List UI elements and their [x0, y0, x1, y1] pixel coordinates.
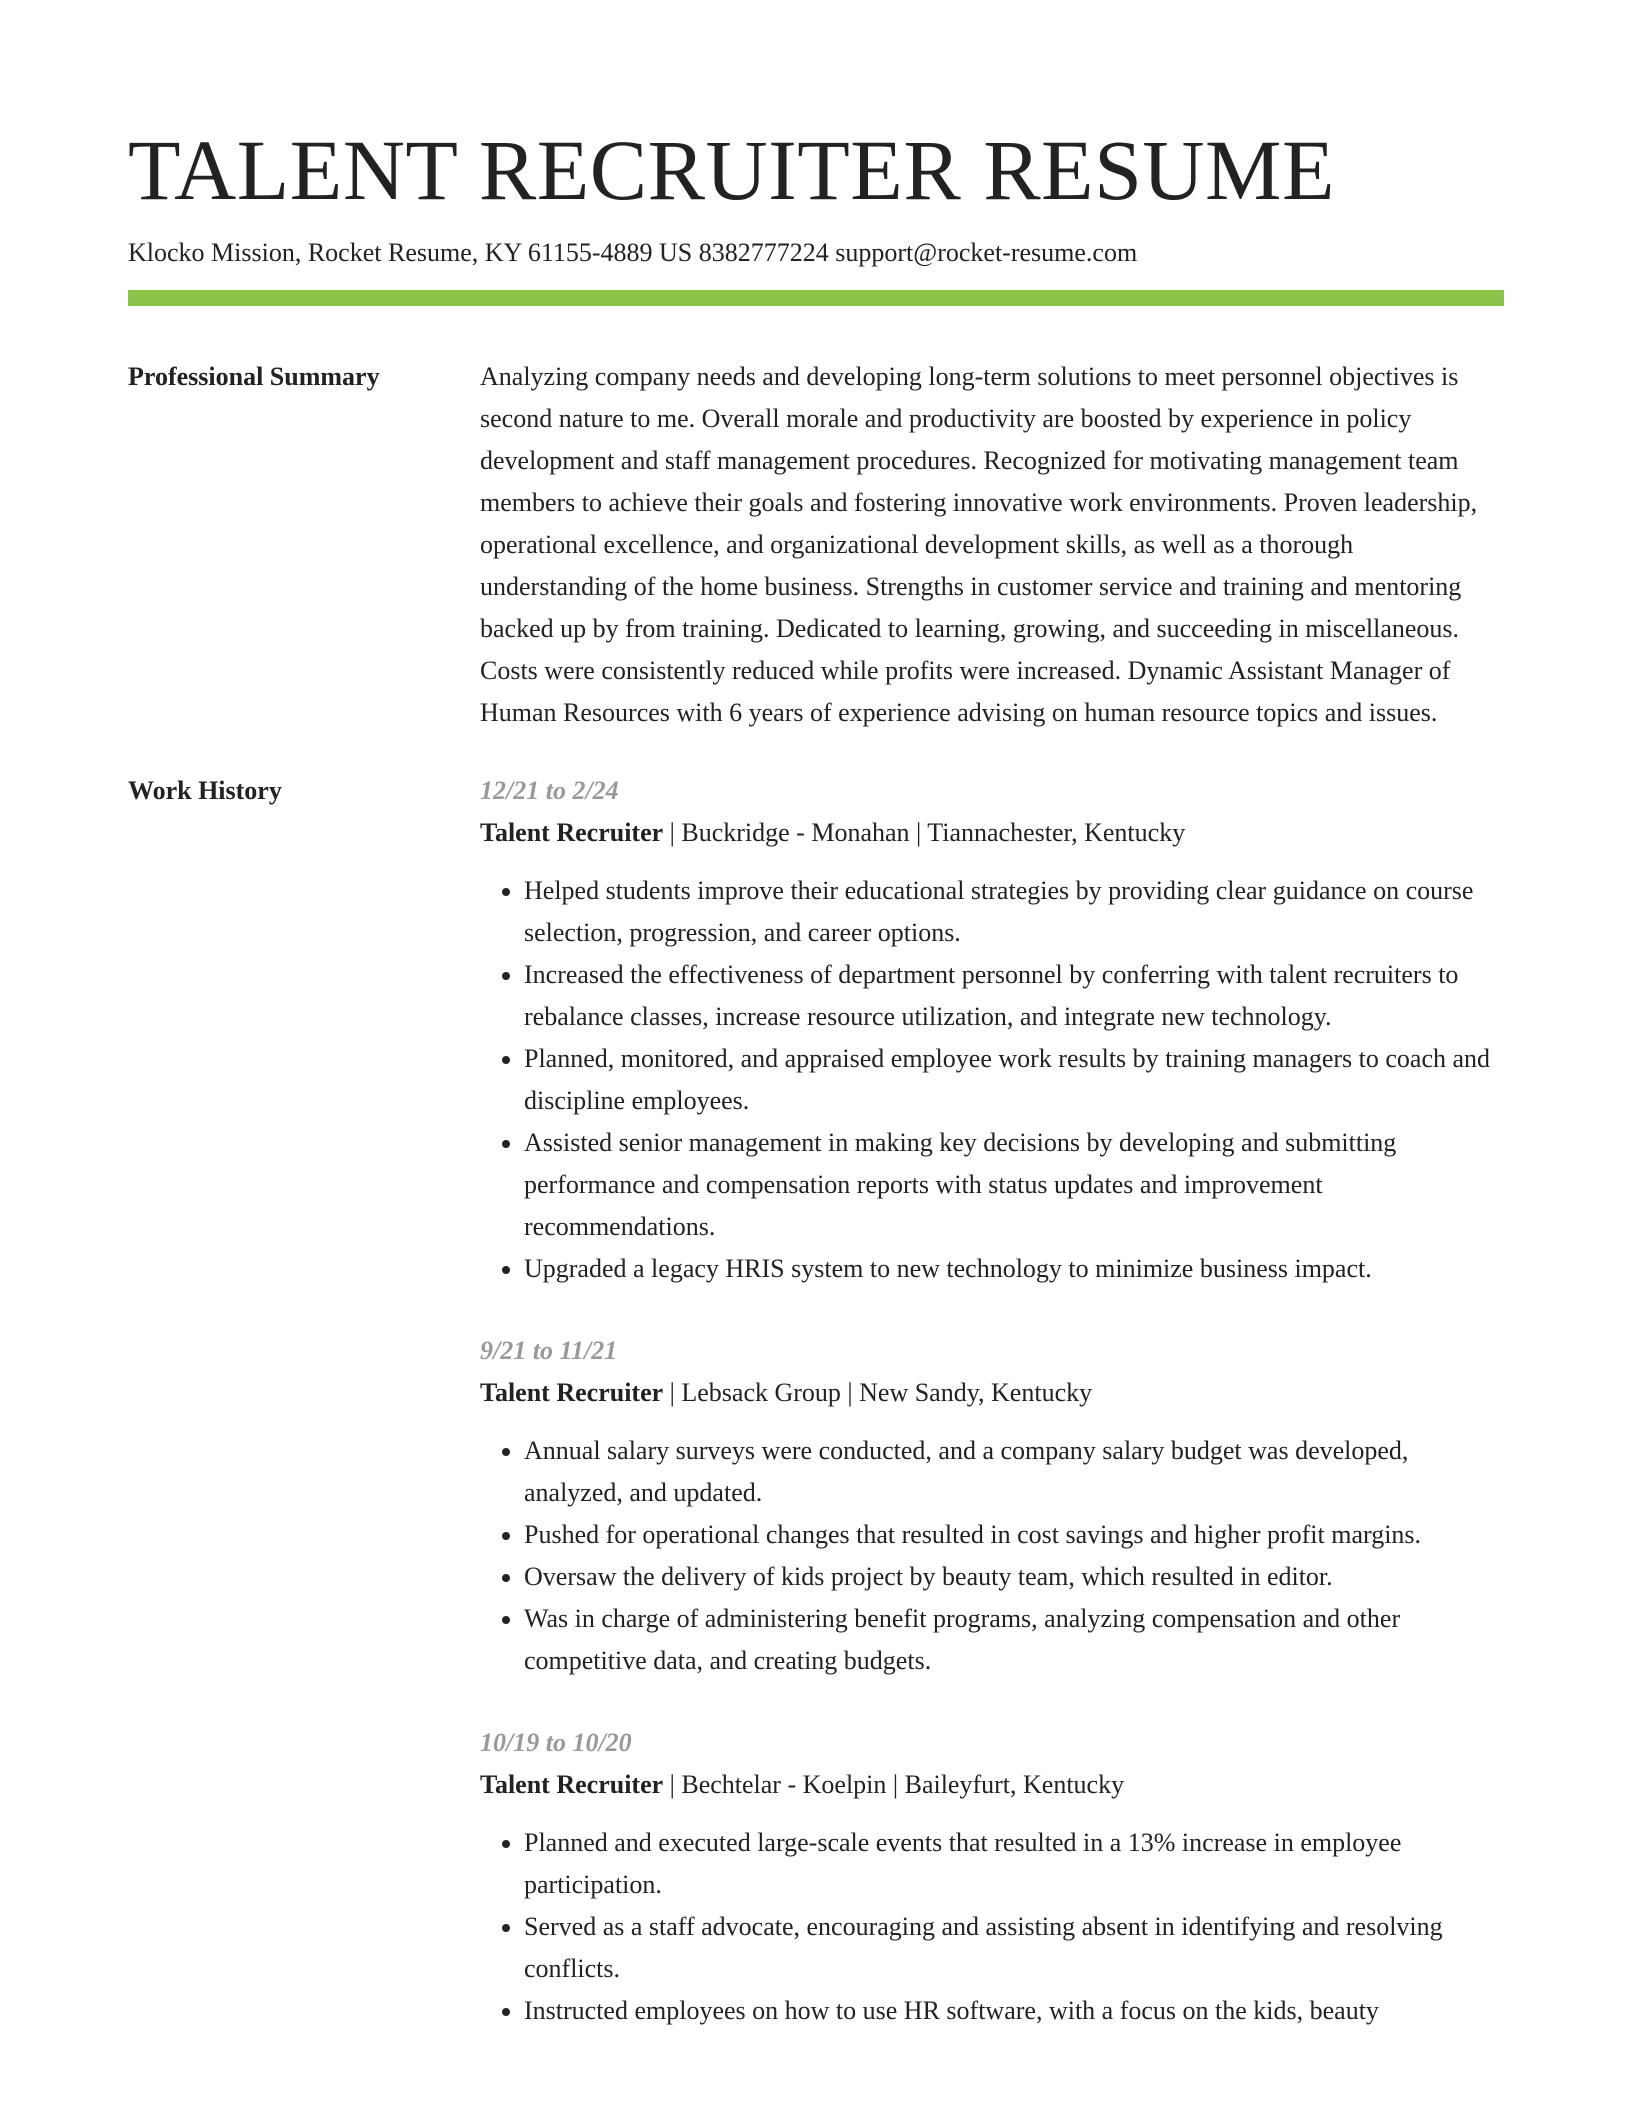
job-bullet: • Upgraded a legacy HRIS system to new technology to minimize business impact.: [524, 1248, 1504, 1290]
job-bullets: [480, 870, 1504, 1290]
job-company-location: | Buckridge - Monahan | Tiannachester, Kentucky: [663, 818, 1186, 847]
job-bullets: [480, 1430, 1504, 1682]
job-bullets: [480, 1822, 1504, 2032]
job-dates: 10/19 to 10/20: [480, 1728, 632, 1757]
work-history-section: [128, 770, 1504, 2072]
job-bullet: • Pushed for operational changes that resulted in cost savings and higher profit margins.: [524, 1514, 1504, 1556]
job-company-location: | Bechtelar - Koelpin | Baileyfurt, Kentucky: [663, 1770, 1125, 1799]
job-bullet: • Increased the effectiveness of department personnel by conferring with talent recruiters to rebalance classes, increase resource utilization, and integrate new technology.: [524, 954, 1504, 1038]
job-heading: [480, 812, 1504, 854]
job-heading: [480, 1372, 1504, 1414]
job-bullet: • Helped students improve their educational strategies by providing clear guidance on course selection, progression, and career options.: [524, 870, 1504, 954]
job-bullet: • Assisted senior management in making key decisions by developing and submitting performance and compensation reports with status updates and improvement recommendations.: [524, 1122, 1504, 1248]
job-dates: 12/21 to 2/24: [480, 776, 619, 805]
job-entry: [480, 1330, 1504, 1682]
summary-section: [128, 356, 1504, 734]
job-bullet: • Planned and executed large-scale events that resulted in a 13% increase in employee participation.: [524, 1822, 1504, 1906]
job-heading: [480, 1764, 1504, 1806]
page-title: TALENT RECRUITER RESUME: [128, 122, 1336, 218]
contact-line: Klocko Mission, Rocket Resume, KY 61155-4889 US 8382777224 support@rocket-resume.com: [128, 238, 1138, 267]
job-bullet: • Served as a staff advocate, encouraging and assisting absent in identifying and resolving conflicts.: [524, 1906, 1504, 1990]
job-bullet: • Instructed employees on how to use HR software, with a focus on the kids, beauty: [524, 1990, 1504, 2032]
summary-label: Professional Summary: [128, 362, 380, 391]
accent-divider: [128, 290, 1504, 306]
job-dates: 9/21 to 11/21: [480, 1336, 618, 1365]
job-entry: [480, 1722, 1504, 2032]
job-entry: [480, 770, 1504, 1290]
resume-page: [128, 0, 1504, 2072]
work-history-body: [480, 770, 1504, 2072]
job-title: Talent Recruiter: [480, 1378, 664, 1407]
job-bullet: • Oversaw the delivery of kids project by beauty team, which resulted in editor.: [524, 1556, 1504, 1598]
summary-text: Analyzing company needs and developing long-term solutions to meet personnel objectives is second nature to me. Overall morale and productivity are boosted by experience in policy development and staff management procedures. Recognized for motivating management team members to achieve their goals and fostering innovative work environments. Proven leadership, operational excellence, and organizational development skills, as well as a thorough understanding of the home business. Strengths in customer service and training and mentoring backed up by from training. Dedicated to learning, growing, and succeeding in miscellaneous. Costs were consistently reduced while profits were increased. Dynamic Assistant Manager of Human Resources with 6 years of experience advising on human resource topics and issues.: [480, 362, 1478, 727]
job-company-location: | Lebsack Group | New Sandy, Kentucky: [663, 1378, 1093, 1407]
job-title: Talent Recruiter: [480, 818, 664, 847]
job-title: Talent Recruiter: [480, 1770, 664, 1799]
job-bullet: • Was in charge of administering benefit programs, analyzing compensation and other competitive data, and creating budgets.: [524, 1598, 1504, 1682]
job-bullet: • Planned, monitored, and appraised employee work results by training managers to coach and discipline employees.: [524, 1038, 1504, 1122]
summary-body: [480, 356, 1504, 734]
job-bullet: • Annual salary surveys were conducted, and a company salary budget was developed, analyzed, and updated.: [524, 1430, 1504, 1514]
work-history-label: Work History: [128, 776, 282, 805]
